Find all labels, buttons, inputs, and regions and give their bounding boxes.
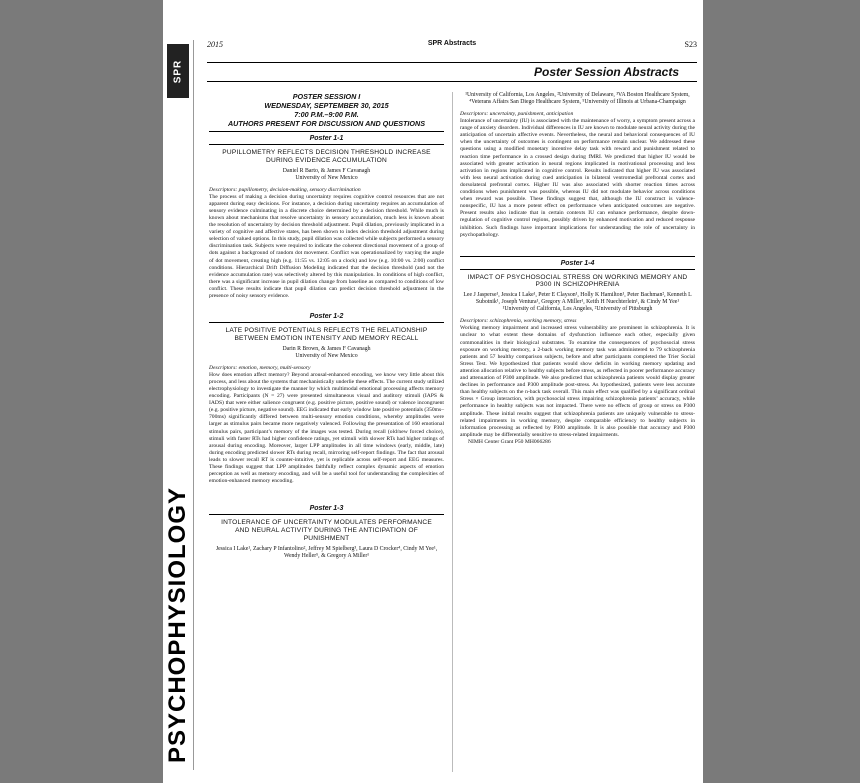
section-title-band bbox=[207, 62, 697, 82]
session-title: POSTER SESSION I bbox=[292, 92, 361, 101]
journal-page bbox=[163, 0, 703, 783]
journal-spine bbox=[163, 40, 194, 770]
poster-descriptors: Descriptors: pupillometry, decision-making, sensory discrimination bbox=[209, 186, 361, 193]
poster-descriptors: Descriptors: emotion, memory, multi-sensory bbox=[209, 364, 311, 371]
running-head-year: 2015 bbox=[207, 40, 223, 49]
spr-logo: SPR bbox=[167, 44, 189, 98]
poster-label: Poster 1-3 bbox=[209, 502, 444, 515]
session-date: WEDNESDAY, SEPTEMBER 30, 2015 bbox=[264, 101, 389, 110]
grant-note: NIMH Center Grant P50 MH066286 bbox=[468, 438, 551, 445]
poster-authors: Darin R Brown, & James F Cavanagh bbox=[282, 345, 371, 352]
running-head-title: SPR Abstracts bbox=[427, 40, 477, 47]
poster-title: LATE POSITIVE POTENTIALS REFLECTS THE RELATIONSHIP BETWEEN EMOTION INTENSITY AND MEMORY RECALL bbox=[225, 327, 428, 342]
poster-descriptors: Descriptors: uncertainty, punishment, anticipation bbox=[460, 111, 574, 117]
poster-descriptors: Descriptors: schizophrenia, working memory, stress bbox=[460, 318, 577, 325]
poster-abstract: How does emotion affect memory? Beyond arousal-enhanced encoding, we know very little about this process, and less about the systems that mechanistically underlie these effects. The current study utilized electrophysiology to investigate the manner by which multimodal emotional processing affects memory encoding. Participants (N = 27) were presented simultaneous visual and auditory stimuli (IAPS & IADS) that were either salience congruent (e.g. positive picture, positive sound) or valence incongruent (e.g. positive picture, negative sound). EEG indicated that early window late positive potentials (350ms–700ms) significantly differed between multi-sensory emotion conditions, whereby amplitudes were larger as stimulus pairs became more negatively valenced. Following the presentation of 160 emotional stimulus pairs, participant’s memory of the images was tested. During recall (old/new forced choice), stimuli with faster RTs had higher confidence ratings, yet stimuli with slower RTs had higher ratings of arousal during encoding. Moreover, larger LPP amplitudes in all time windows (early, middle, late) during encoding predicted slower RTs during recall, mirroring self-report findings. The fact that arousal leads to slower recall RT is counter-intuitive, yet is replicable across self-report and EEG measures. These findings suggest that LPP amplitudes faithfully reflect complex dynamic aspects of emotion perception as well as memory encoding, and will be a useful tool for understanding the complexities of emotion-enhanced memory encoding. bbox=[209, 371, 444, 485]
journal-name: PSYCHOPHYSIOLOGY bbox=[164, 486, 191, 764]
poster-affiliation: University of New Mexico bbox=[295, 352, 358, 359]
left-column bbox=[209, 92, 444, 560]
session-time: 7:00 P.M.–9:00 P.M. bbox=[294, 110, 359, 119]
column-divider bbox=[452, 92, 453, 772]
poster-authors: Lee J Jasperse¹, Jessica I Lake¹, Peter E Clayson¹, Holly K Hamilton¹, Peter Bachman², Kenneth L Subotnik¹, Joseph Ventura¹, Gregory A Miller¹, Keith H Nuechterlein¹, & Cindy M Yee¹ bbox=[463, 292, 692, 306]
poster-affiliation: ¹University of California, Los Angeles, ²University of Pittsburgh bbox=[502, 306, 653, 313]
poster-abstract: The process of making a decision during uncertainty requires cognitive control resources that are not apparent during easy decisions. For instance, a decision during uncertainty requires an accumulation of sensory evidence culminating in a discrete choice determined by a decision threshold. While much is known about mechanisms that resolve uncertainty in sensory accumulation, much less is known about the resolution of uncertainty by decision threshold adjustment. Pupil dilation, previously implicated in a variety of cognitive and affective states, has been shown to index decision threshold adjustment during selection of valued options. In this study, pupil dilation was collected while subjects performed a sensory discrimination task. Subjects were required to indicate the coherent directional movement of a group of dots against a background of random dot movement. Conflict was operationalized by varying the angle of dot movement, creating high (e.g. 11:55 vs. 12:05 on a clock) and low (e.g. 10:00 vs. 2:00) conflict conditions. Hierarchical Drift Diffusion Modeling indicated that the decision threshold (and not the evidence accumulation rate) was selectively altered by this manipulation. In conditions of high conflict, there was a significant increase in pupil dilation change from baseline as compared to conditions of low conflict. These results indicate that pupil dilation can predict decision threshold adjustment in the presence of noisy sensory evidence. bbox=[209, 193, 444, 299]
poster-abstract: Working memory impairment and increased stress vulnerability are prominent in schizophrenia. It is unclear to what extent these domains of dysfunction influence each other, especially given commonalities in their biological substrates. To examine the consequences of psychosocial stress exposure on working memory, a 2-back working memory task was administered to 79 schizophrenia patients and 57 healthy comparison subjects, before and after participants completed the Trier Social Stress Test. We hypothesized that patients would show deficits in working memory updating and attention allocation relative to healthy subjects before stress, as reflected in poorer performance accuracy and attenuation of P300 amplitude. We also predicted that schizophrenia patients would display greater declines in performance and P300 amplitude post-stress. As hypothesized, patients were less accurate than healthy subjects on the n-back task overall. This main effect was qualified by a significant ordinal Stress × Group interaction, with psychosocial stress impairing schizophrenia patients’ accuracy, while performance in healthy subjects was not impacted. There were no effects of group or stress on P300 amplitude. These initial results suggest that schizophrenia patients are uniquely vulnerable to stress-related impairments in working memory, despite comparable efficiency to healthy subjects in information processing as reflected by P300 amplitude. It is also possible that accuracy and P300 amplitude may be differentially sensitive to stress-related impairments. bbox=[460, 325, 695, 438]
poster-affiliation: ¹University of California, Los Angeles, ²University of Delaware, ³VA Boston Healthcare System, ⁴Veterans Affairs San Diego Healthcare System, ⁵University of Illinois at Urbana-Champaign bbox=[465, 92, 690, 105]
poster-authors: Jessica I Lake¹, Zachary P Infantolino², Jeffrey M Spielberg³, Laura D Crocker⁴, Cindy M Yee¹, Wendy Heller⁵, & Gregory A Miller¹ bbox=[215, 545, 438, 559]
poster-abstract: Intolerance of uncertainty (IU) is associated with the maintenance of worry, a symptom present across a range of anxiety disorders. Individual differences in IU are known to modulate neural activity during the anticipation of uncertain affective events. Nevertheless, the neural and behavioral consequences of IU when the uncertainty of outcomes is contingent on performance remain unclear. We addressed these questions using a modified monetary incentive delay task with reward and punishment related to reaction time performance in a crossed design during fMRI. We predicted that higher IU would be associated with greater activation in neural regions implicated in motivational processing and less activation in regions implicated in cognitive control. Results indicated that higher IU was associated with less neural activation during cued anticipation in bilateral ventromedial prefrontal cortex and dorsolateral prefrontal cortex. Higher IU was also associated with shorter reaction times across conditions when punishment was possible, whereas IU did not modulate behavior across conditions when reward was possible. These findings suggest that, although the IU construct is valence-nonspecific, IU has a more potent effect on performance when anticipated outcomes are negative. Present results also indicate that in certain contexts IU can enhance performance, despite down-regulation of cognitive control regions, possibly driven by enhanced motivation and reduced response inhibition. Such findings have important implications for understanding the role of uncertainty in psychopathology. bbox=[460, 118, 695, 238]
right-column bbox=[460, 92, 695, 446]
session-note: AUTHORS PRESENT FOR DISCUSSION AND QUESTIONS bbox=[227, 119, 425, 128]
page-number: S23 bbox=[684, 40, 697, 49]
poster-title: PUPILLOMETRY REFLECTS DECISION THRESHOLD INCREASE DURING EVIDENCE ACCUMULATION bbox=[222, 149, 431, 164]
poster-label: Poster 1-2 bbox=[209, 310, 444, 323]
poster-label: Poster 1-4 bbox=[460, 256, 695, 270]
poster-authors: Daniel R Barto, & James F Cavanagh bbox=[282, 167, 371, 174]
section-title: Poster Session Abstracts bbox=[534, 65, 679, 79]
poster-title: INTOLERANCE OF UNCERTAINTY MODULATES PERFORMANCE AND NEURAL ACTIVITY DURING THE ANTICIPATION OF PUNISHMENT bbox=[221, 519, 432, 542]
poster-label: Poster 1-1 bbox=[209, 131, 444, 145]
poster-title: IMPACT OF PSYCHOSOCIAL STRESS ON WORKING MEMORY AND P300 IN SCHIZOPHRENIA bbox=[467, 273, 688, 289]
poster-affiliation: University of New Mexico bbox=[295, 174, 358, 181]
session-header bbox=[209, 92, 444, 128]
